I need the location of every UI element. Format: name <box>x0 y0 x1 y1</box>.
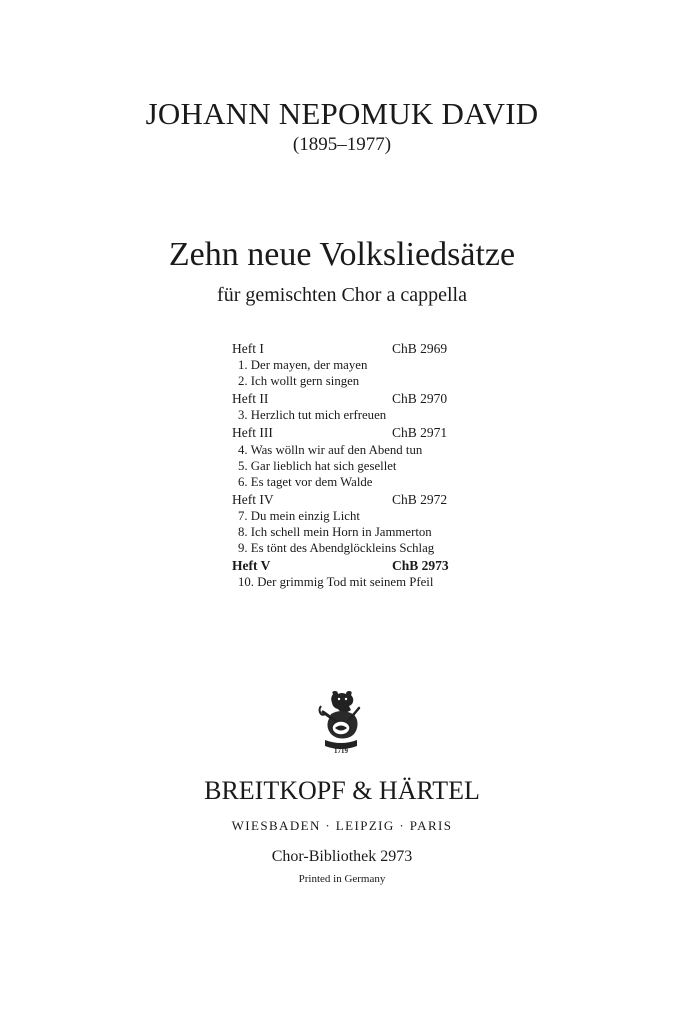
work-title: Zehn neue Volksliedsätze <box>168 236 516 273</box>
work-subtitle: für gemischten Chor a cappella <box>217 284 467 306</box>
catalog-number: ChB 2973 <box>392 557 449 573</box>
contents-list <box>232 340 456 591</box>
heft-group <box>232 340 456 389</box>
printed-in: Printed in Germany <box>298 873 386 885</box>
catalog-number: ChB 2972 <box>392 491 448 507</box>
emblem-year: 1719 <box>334 747 348 755</box>
publisher-name: BREITKOPF & HÄRTEL <box>204 776 480 805</box>
heft-header <box>232 390 456 407</box>
song-title: 2. Ich wollt gern singen <box>238 374 360 389</box>
heft-name: Heft I <box>232 341 264 356</box>
heft-header <box>232 424 456 441</box>
publisher-emblem-icon <box>313 690 369 756</box>
heft-name: Heft II <box>232 391 269 407</box>
heft-group <box>232 491 456 556</box>
series-number: Chor-Bibliothek 2973 <box>271 848 413 865</box>
song-title: 5. Gar lieblich hat sich gesellet <box>238 458 397 473</box>
heft-group <box>232 390 456 423</box>
composer-name <box>0 96 684 132</box>
heft-header <box>232 557 456 574</box>
song-title: 7. Du mein einzig Licht <box>238 508 360 523</box>
song-title: 4. Was wölln wir auf den Abend tun <box>238 442 423 457</box>
song-title: 8. Ich schell mein Horn in Jammerton <box>238 524 432 539</box>
heft-group <box>232 424 456 489</box>
composer-dates: (1895–1977) <box>292 134 392 155</box>
heft-group <box>232 557 456 590</box>
heft-name: Heft III <box>232 425 273 441</box>
publisher-cities: WIESBADEN · LEIPZIG · PARIS <box>231 818 453 833</box>
heft-name: Heft V <box>232 557 271 573</box>
heft-name: Heft IV <box>232 491 274 507</box>
song-title: 6. Es taget vor dem Walde <box>238 474 373 489</box>
composer-name-text: JOHANN NEPOMUK DAVID <box>145 96 539 131</box>
song-title: 10. Der grimmig Tod mit seinem Pfeil <box>238 574 434 589</box>
heft-header <box>232 340 456 357</box>
song-title: 1. Der mayen, der mayen <box>238 358 368 373</box>
song-title: 3. Herzlich tut mich erfreuen <box>238 408 387 423</box>
song-title: 9. Es tönt des Abendglöckleins Schlag <box>238 540 435 555</box>
catalog-number: ChB 2971 <box>392 425 448 441</box>
catalog-number: ChB 2970 <box>392 391 448 407</box>
catalog-number: ChB 2969 <box>392 341 448 356</box>
heft-header <box>232 491 456 508</box>
